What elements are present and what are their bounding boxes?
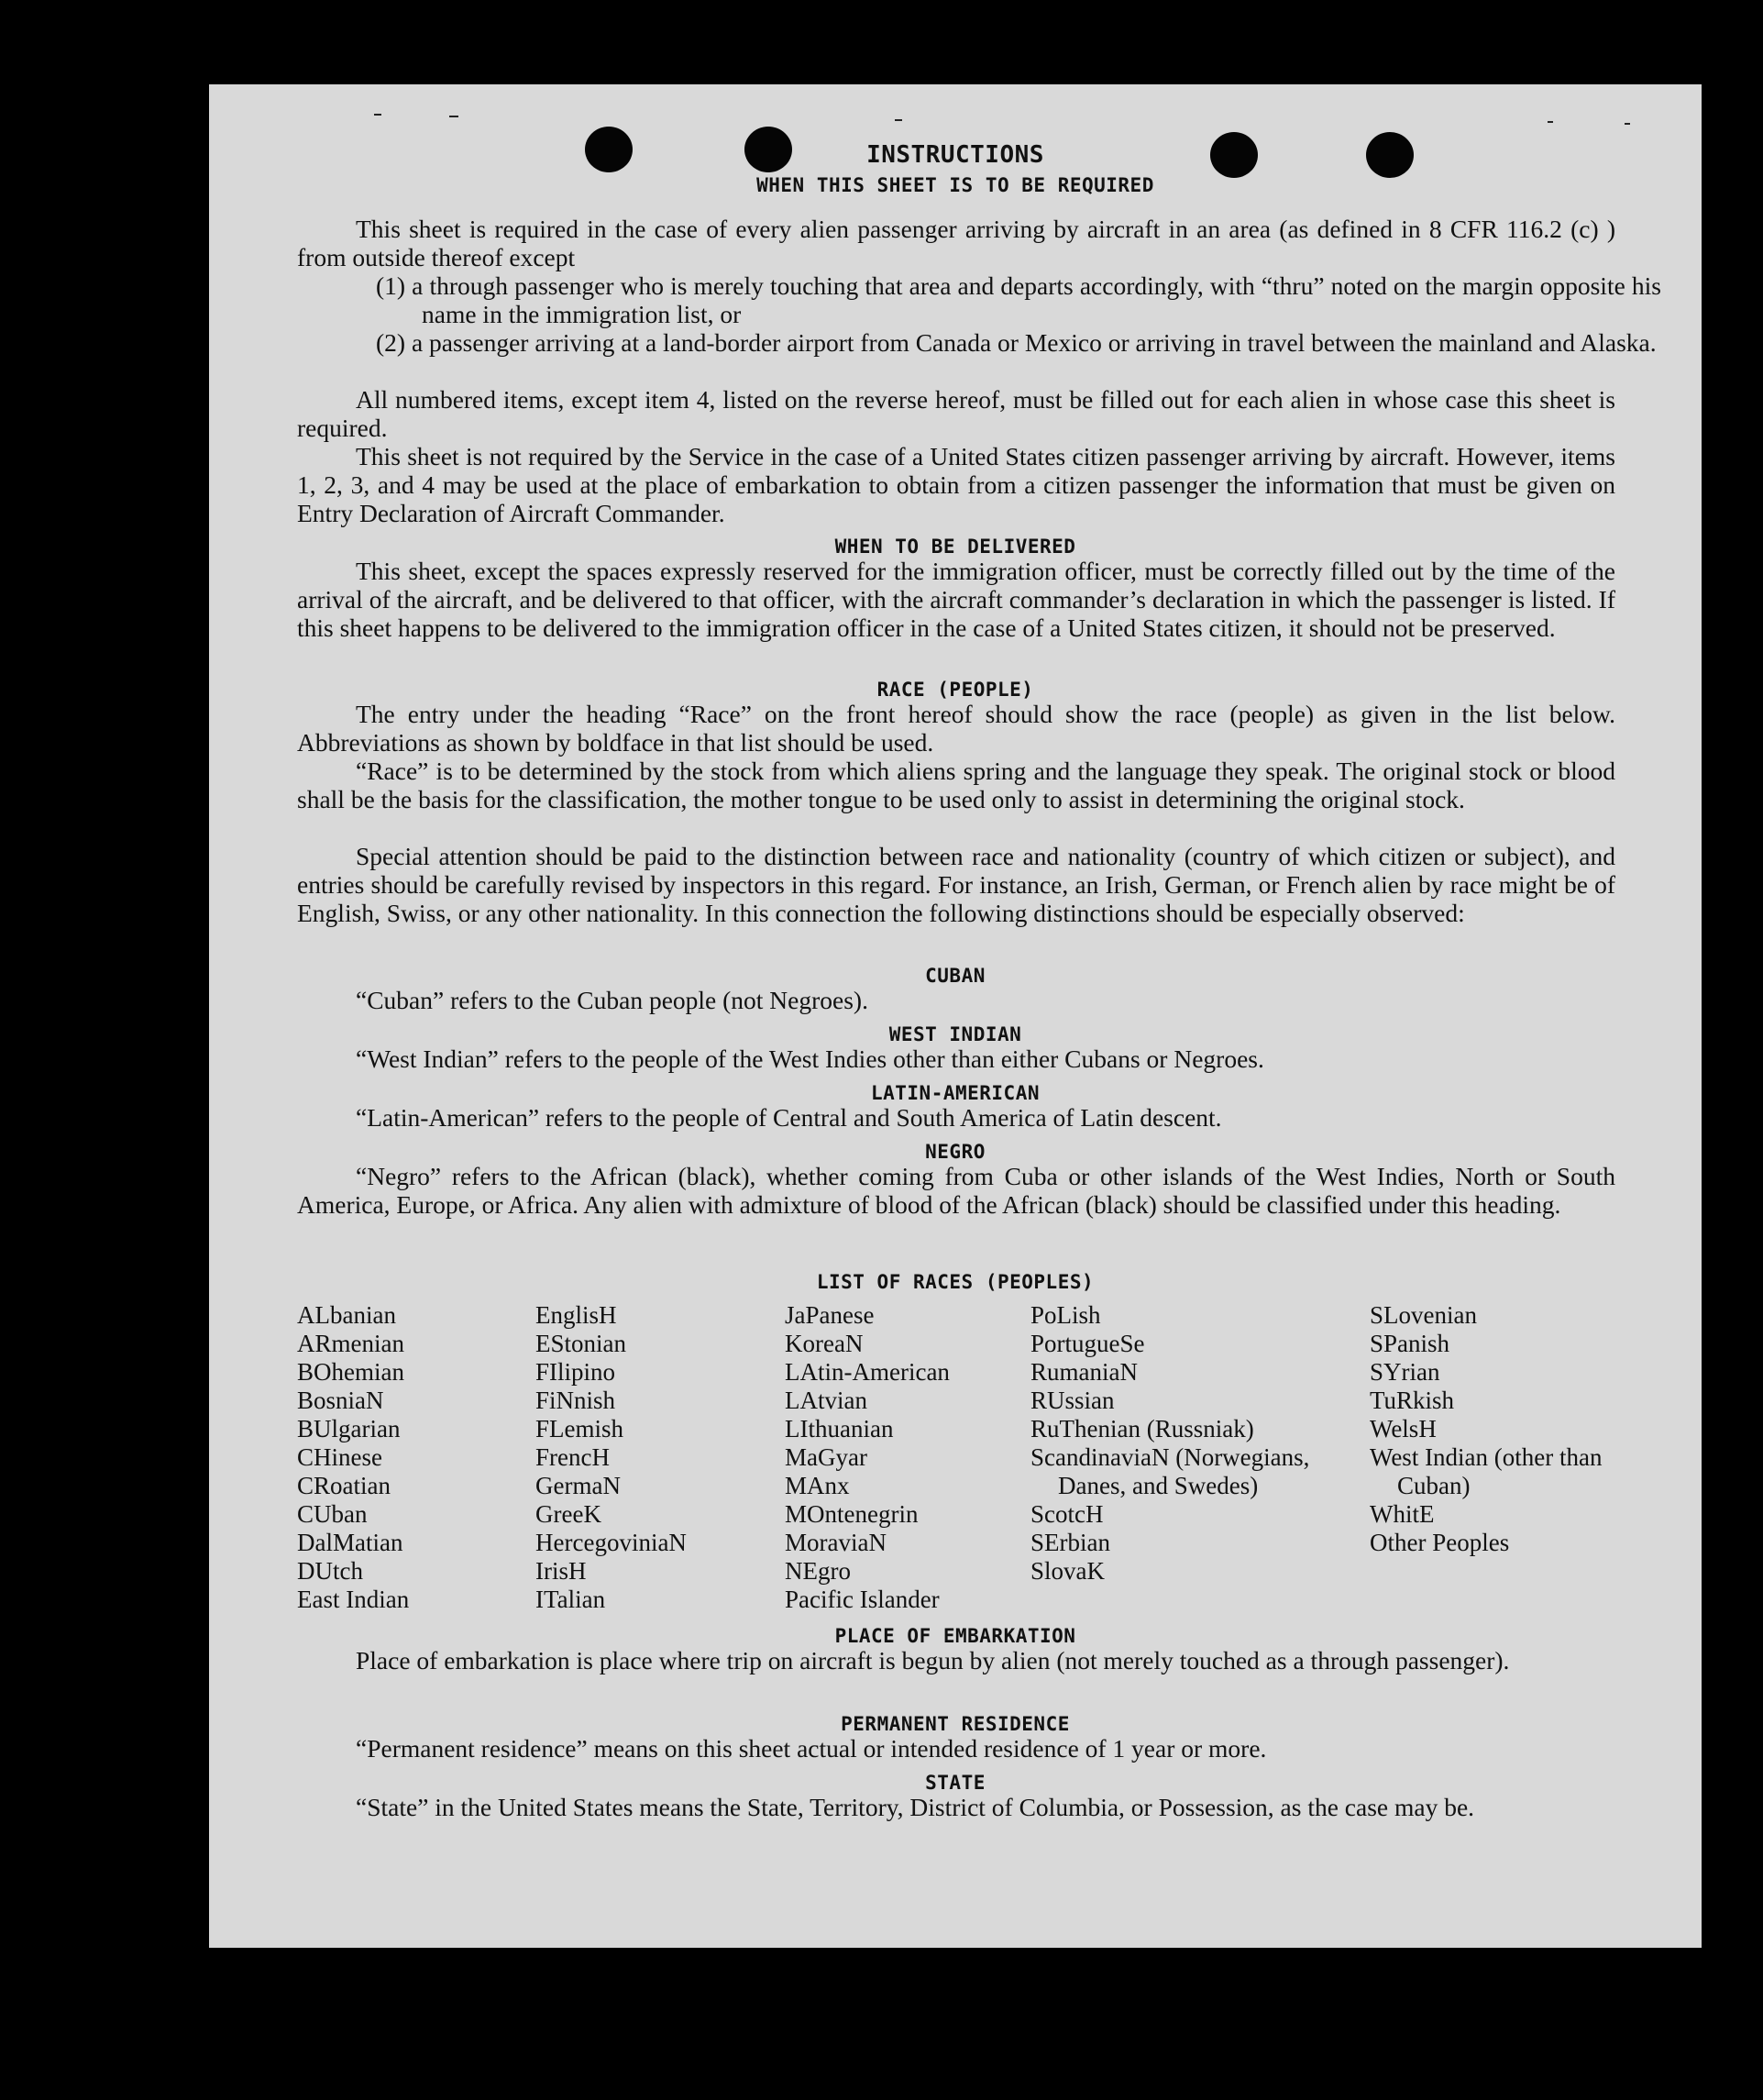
- race-entry: East Indian: [297, 1586, 410, 1613]
- race-entry: TuRkish: [1370, 1387, 1455, 1414]
- race-entry: CHinese: [297, 1443, 382, 1471]
- race-entry: WelsH: [1370, 1415, 1437, 1442]
- race-entry: KoreaN: [785, 1330, 864, 1357]
- race-entry: Other Peoples: [1370, 1529, 1510, 1556]
- list-item: (2) a passenger arriving at a land-border airport from Canada or Mexico or arriving in travel between the mainland and Alaska.: [376, 328, 1657, 357]
- races-column: [1370, 1301, 1619, 1557]
- race-entry: HercegoviniaN: [535, 1529, 687, 1556]
- race-entry: CRoatian: [297, 1472, 391, 1499]
- race-entry: DUtch: [297, 1557, 363, 1585]
- section-heading: RACE (PEOPLE): [876, 679, 1034, 701]
- race-entry: ITalian: [535, 1586, 606, 1613]
- paragraph: “West Indian” refers to the people of the West Indies other than either Cubans or Negroes.: [356, 1044, 1264, 1073]
- paragraph: Special attention should be paid to the distinction between race and nationality (country of which citizen or subject), and entries should be carefully revised by inspectors in this regard. For instance, an Irish, German, or French alien by race might be of English, Swiss, or any other nationality. In this connection the following distinctions should be especially observed:: [297, 842, 1615, 927]
- paragraph: This sheet is not required by the Service in the case of a United States citizen passenger arriving by aircraft. However, items 1, 2, 3, and 4 may be used at the place of embarkation to obtain from a citizen passenger the information that must be given on Entry Declaration of Aircraft Commander.: [297, 442, 1615, 527]
- section-heading: LIST OF RACES (PEOPLES): [816, 1271, 1095, 1293]
- race-entry: JaPanese: [785, 1301, 875, 1329]
- race-entry: ALbanian: [297, 1301, 396, 1329]
- race-entry: LIthuanian: [785, 1415, 894, 1442]
- race-entry: FiNnish: [535, 1387, 616, 1414]
- section-heading: WEST INDIAN: [888, 1023, 1022, 1045]
- race-entry: NEgro: [785, 1557, 851, 1585]
- race-entry: SYrian: [1370, 1358, 1440, 1386]
- race-entry: MAnx: [785, 1472, 850, 1499]
- race-entry: ScandinaviaN (Norwegians, Danes, and Swedes): [1030, 1443, 1310, 1499]
- race-entry: SLovenian: [1370, 1301, 1477, 1329]
- races-column: [297, 1301, 517, 1614]
- race-entry: SlovaK: [1030, 1557, 1105, 1585]
- race-entry: GreeK: [535, 1500, 601, 1528]
- paragraph: “State” in the United States means the State, Territory, District of Columbia, or Possession, as the case may be.: [356, 1793, 1475, 1821]
- race-entry: MOntenegrin: [785, 1500, 919, 1528]
- race-entry: EStonian: [535, 1330, 626, 1357]
- race-entry: MoraviaN: [785, 1529, 887, 1556]
- paragraph: The entry under the heading “Race” on the front hereof should show the race (people) as given in the list below. Abbreviations as shown by boldface in that list should be used.: [297, 700, 1615, 757]
- paragraph: “Latin-American” refers to the people of Central and South America of Latin descent.: [356, 1103, 1222, 1132]
- list-item: (1) a through passenger who is merely touching that area and departs accordingly, with “thru” noted on the margin opposite his name in the immigration list, or: [376, 271, 1661, 328]
- paragraph: This sheet is required in the case of every alien passenger arriving by aircraft in an area (as defined in 8 CFR 116.2 (c) ) from outside thereof except: [297, 215, 1615, 271]
- race-entry: DalMatian: [297, 1529, 403, 1556]
- race-entry: IrisH: [535, 1557, 587, 1585]
- race-entry: FrencH: [535, 1443, 610, 1471]
- section-heading: PERMANENT RESIDENCE: [841, 1713, 1070, 1735]
- race-entry: MaGyar: [785, 1443, 867, 1471]
- race-entry: West Indian (other than Cuban): [1370, 1443, 1603, 1499]
- race-entry: BOhemian: [297, 1358, 404, 1386]
- section-heading: NEGRO: [925, 1141, 986, 1163]
- race-entry: SErbian: [1030, 1529, 1110, 1556]
- paragraph: “Negro” refers to the African (black), whether coming from Cuba or other islands of the West Indies, North or South America, Europe, or Africa. Any alien with admixture of blood of the African (black) should be classified under this heading.: [297, 1162, 1615, 1219]
- race-entry: PortugueSe: [1030, 1330, 1145, 1357]
- race-entry: WhitE: [1370, 1500, 1435, 1528]
- race-entry: LAtvian: [785, 1387, 867, 1414]
- race-entry: PoLish: [1030, 1301, 1101, 1329]
- race-entry: RuThenian (Russniak): [1030, 1415, 1254, 1442]
- race-entry: SPanish: [1370, 1330, 1450, 1357]
- paragraph: This sheet, except the spaces expressly reserved for the immigration officer, must be correctly filled out by the time of the arrival of the aircraft, and be delivered to that officer, with the aircraft commander’s declaration in which the passenger is listed. If this sheet happens to be delivered to the immigration officer in the case of a United States citizen, it should not be preserved.: [297, 557, 1615, 642]
- race-entry: EnglisH: [535, 1301, 617, 1329]
- race-entry: GermaN: [535, 1472, 621, 1499]
- race-entry: ARmenian: [297, 1330, 404, 1357]
- paragraph: All numbered items, except item 4, listed on the reverse hereof, must be filled out for each alien in whose case this sheet is required.: [297, 385, 1615, 442]
- race-entry: RumaniaN: [1030, 1358, 1138, 1386]
- race-entry: CUban: [297, 1500, 368, 1528]
- races-column: [1030, 1301, 1322, 1586]
- race-entry: BUlgarian: [297, 1415, 401, 1442]
- section-heading: WHEN THIS SHEET IS TO BE REQUIRED: [756, 174, 1154, 196]
- race-entry: LAtin-American: [785, 1358, 950, 1386]
- race-entry: FIlipino: [535, 1358, 616, 1386]
- race-entry: FLemish: [535, 1415, 624, 1442]
- section-heading: PLACE OF EMBARKATION: [834, 1625, 1076, 1647]
- instruction-sheet: [209, 84, 1702, 1948]
- races-column: [535, 1301, 774, 1614]
- paragraph: Place of embarkation is place where trip on aircraft is begun by alien (not merely touched as a through passenger).: [356, 1646, 1510, 1674]
- section-heading: CUBAN: [925, 965, 986, 987]
- paragraph: “Race” is to be determined by the stock from which aliens spring and the language they speak. The original stock or blood shall be the basis for the classification, the mother tongue to be used only to assist in determining the original stock.: [297, 757, 1615, 813]
- paragraph: “Cuban” refers to the Cuban people (not Negroes).: [356, 986, 868, 1014]
- race-entry: ScotcH: [1030, 1500, 1104, 1528]
- race-entry: Pacific Islander: [785, 1586, 940, 1613]
- section-heading: WHEN TO BE DELIVERED: [834, 536, 1076, 558]
- paragraph: “Permanent residence” means on this sheet actual or intended residence of 1 year or more.: [356, 1734, 1267, 1763]
- page-title: INSTRUCTIONS: [866, 141, 1044, 169]
- section-heading: STATE: [925, 1772, 986, 1794]
- section-heading: LATIN-AMERICAN: [870, 1082, 1040, 1104]
- races-column: [785, 1301, 1023, 1614]
- race-entry: RUssian: [1030, 1387, 1115, 1414]
- race-entry: BosniaN: [297, 1387, 384, 1414]
